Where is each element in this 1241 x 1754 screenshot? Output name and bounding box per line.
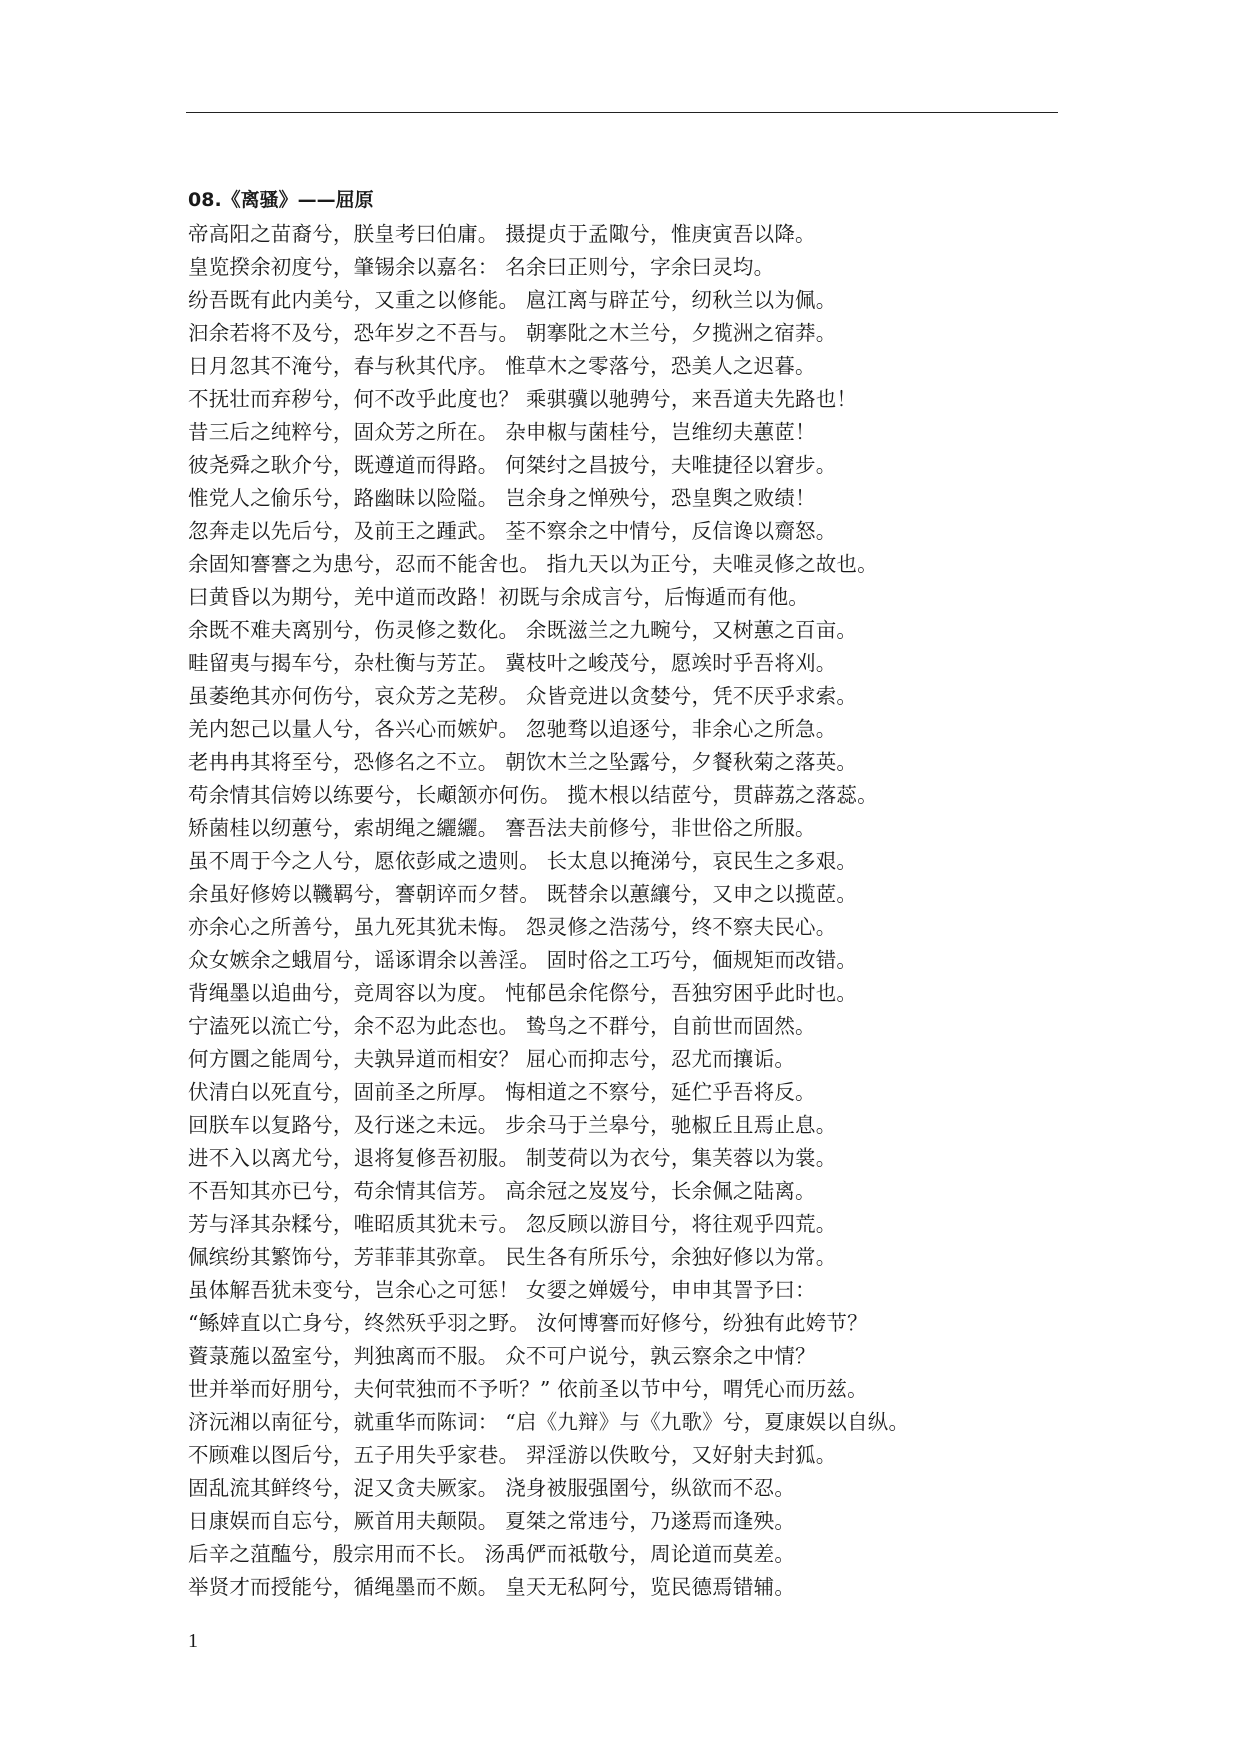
poem-body (188, 218, 909, 1604)
poem-line: 彼尧舜之耿介兮，既遵道而得路。 何桀纣之昌披兮，夫唯捷径以窘步。 (188, 453, 837, 477)
poem-line: 纷吾既有此内美兮，又重之以修能。 扈江离与辟芷兮，纫秋兰以为佩。 (188, 288, 837, 312)
poem-line: 众女嫉余之蛾眉兮，谣诼谓余以善淫。 固时俗之工巧兮，偭规矩而改错。 (188, 948, 858, 972)
poem-line: 余固知謇謇之为患兮，忍而不能舍也。 指九天以为正兮，夫唯灵修之故也。 (188, 552, 878, 576)
poem-line: 后辛之菹醢兮，殷宗用而不长。 汤禹俨而祗敬兮，周论道而莫差。 (188, 1542, 796, 1566)
poem-line: 佩缤纷其繁饰兮，芳菲菲其弥章。 民生各有所乐兮，余独好修以为常。 (188, 1245, 837, 1269)
poem-line: 不吾知其亦已兮，苟余情其信芳。 高余冠之岌岌兮，长余佩之陆离。 (188, 1179, 816, 1203)
poem-line: 昔三后之纯粹兮，固众芳之所在。 杂申椒与菌桂兮，岂维纫夫蕙茝！ (188, 420, 816, 444)
poem-line: 不抚壮而弃秽兮，何不改乎此度也？ 乘骐骥以驰骋兮，来吾道夫先路也！ (188, 387, 858, 411)
poem-line: 何方圜之能周兮，夫孰异道而相安？ 屈心而抑志兮，忍尤而攘诟。 (188, 1047, 796, 1071)
poem-line: “鲧婞直以亡身兮，终然殀乎羽之野。 汝何博謇而好修兮，纷独有此姱节？ (188, 1311, 868, 1335)
poem-line: 虽萎绝其亦何伤兮，哀众芳之芜秽。 众皆竞进以贪婪兮，凭不厌乎求索。 (188, 684, 858, 708)
poem-line: 曰黄昏以为期兮，羌中道而改路！初既与余成言兮，后悔遁而有他。 (188, 585, 809, 609)
poem-line: 忽奔走以先后兮，及前王之踵武。 荃不察余之中情兮，反信谗以齌怒。 (188, 519, 837, 543)
poem-line: 汩余若将不及兮，恐年岁之不吾与。 朝搴阰之木兰兮，夕揽洲之宿莽。 (188, 321, 837, 345)
poem-line: 矫菌桂以纫蕙兮，索胡绳之纚纚。 謇吾法夫前修兮，非世俗之所服。 (188, 816, 816, 840)
poem-line: 宁溘死以流亡兮，余不忍为此态也。 鸷鸟之不群兮，自前世而固然。 (188, 1014, 816, 1038)
poem-line: 老冉冉其将至兮，恐修名之不立。 朝饮木兰之坠露兮，夕餐秋菊之落英。 (188, 750, 858, 774)
poem-line: 不顾难以图后兮，五子用失乎家巷。 羿淫游以佚畋兮，又好射夫封狐。 (188, 1443, 837, 1467)
poem-line: 亦余心之所善兮，虽九死其犹未悔。 怨灵修之浩荡兮，终不察夫民心。 (188, 915, 837, 939)
header-rule (186, 112, 1058, 113)
poem-line: 固乱流其鲜终兮，浞又贪夫厥家。 浇身被服强圉兮，纵欲而不忍。 (188, 1476, 796, 1500)
poem-line: 余既不难夫离别兮，伤灵修之数化。 余既滋兰之九畹兮，又树蕙之百亩。 (188, 618, 858, 642)
poem-line: 背绳墨以追曲兮，竞周容以为度。 忳郁邑余侘傺兮，吾独穷困乎此时也。 (188, 981, 858, 1005)
poem-line: 皇览揆余初度兮，肇锡余以嘉名： 名余曰正则兮，字余曰灵均。 (188, 255, 775, 279)
page-number: 1 (188, 1630, 198, 1652)
poem-line: 进不入以离尤兮，退将复修吾初服。 制芰荷以为衣兮，集芙蓉以为裳。 (188, 1146, 837, 1170)
poem-line: 帝高阳之苗裔兮，朕皇考曰伯庸。 摄提贞于孟陬兮，惟庚寅吾以降。 (188, 222, 816, 246)
poem-line: 畦留夷与揭车兮，杂杜衡与芳芷。 冀枝叶之峻茂兮，愿竢时乎吾将刈。 (188, 651, 837, 675)
poem-line: 虽体解吾犹未变兮，岂余心之可惩！ 女媭之婵媛兮，申申其詈予曰： (188, 1278, 816, 1302)
poem-line: 日康娱而自忘兮，厥首用夫颠陨。 夏桀之常违兮，乃遂焉而逢殃。 (188, 1509, 796, 1533)
poem-line: 惟党人之偷乐兮，路幽昧以险隘。 岂余身之惮殃兮，恐皇舆之败绩！ (188, 486, 816, 510)
poem-line: 苟余情其信姱以练要兮，长顑颔亦何伤。 揽木根以结茝兮，贯薜荔之落蕊。 (188, 783, 878, 807)
poem-line: 芳与泽其杂糅兮，唯昭质其犹未亏。 忽反顾以游目兮，将往观乎四荒。 (188, 1212, 837, 1236)
poem-line: 世并举而好朋兮，夫何茕独而不予听？” 依前圣以节中兮，喟凭心而历兹。 (188, 1377, 868, 1401)
poem-line: 薋菉葹以盈室兮，判独离而不服。 众不可户说兮，孰云察余之中情？ (188, 1344, 816, 1368)
poem-line: 回朕车以复路兮，及行迷之未远。 步余马于兰皋兮，驰椒丘且焉止息。 (188, 1113, 837, 1137)
poem-line: 济沅湘以南征兮，就重华而陈词： “启《九辩》与《九歌》兮，夏康娱以自纵。 (188, 1410, 910, 1434)
poem-line: 举贤才而授能兮，循绳墨而不颇。 皇天无私阿兮，览民德焉错辅。 (188, 1575, 796, 1599)
poem-line: 伏清白以死直兮，固前圣之所厚。 悔相道之不察兮，延伫乎吾将反。 (188, 1080, 816, 1104)
poem-line: 虽不周于今之人兮，愿依彭咸之遗则。 长太息以掩涕兮，哀民生之多艰。 (188, 849, 858, 873)
poem-line: 羌内恕己以量人兮，各兴心而嫉妒。 忽驰骛以追逐兮，非余心之所急。 (188, 717, 837, 741)
poem-line: 余虽好修姱以鞿羁兮，謇朝谇而夕替。 既替余以蕙纕兮，又申之以揽茝。 (188, 882, 858, 906)
poem-title: 08.《离骚》——屈原 (188, 189, 374, 211)
poem-line: 日月忽其不淹兮，春与秋其代序。 惟草木之零落兮，恐美人之迟暮。 (188, 354, 816, 378)
